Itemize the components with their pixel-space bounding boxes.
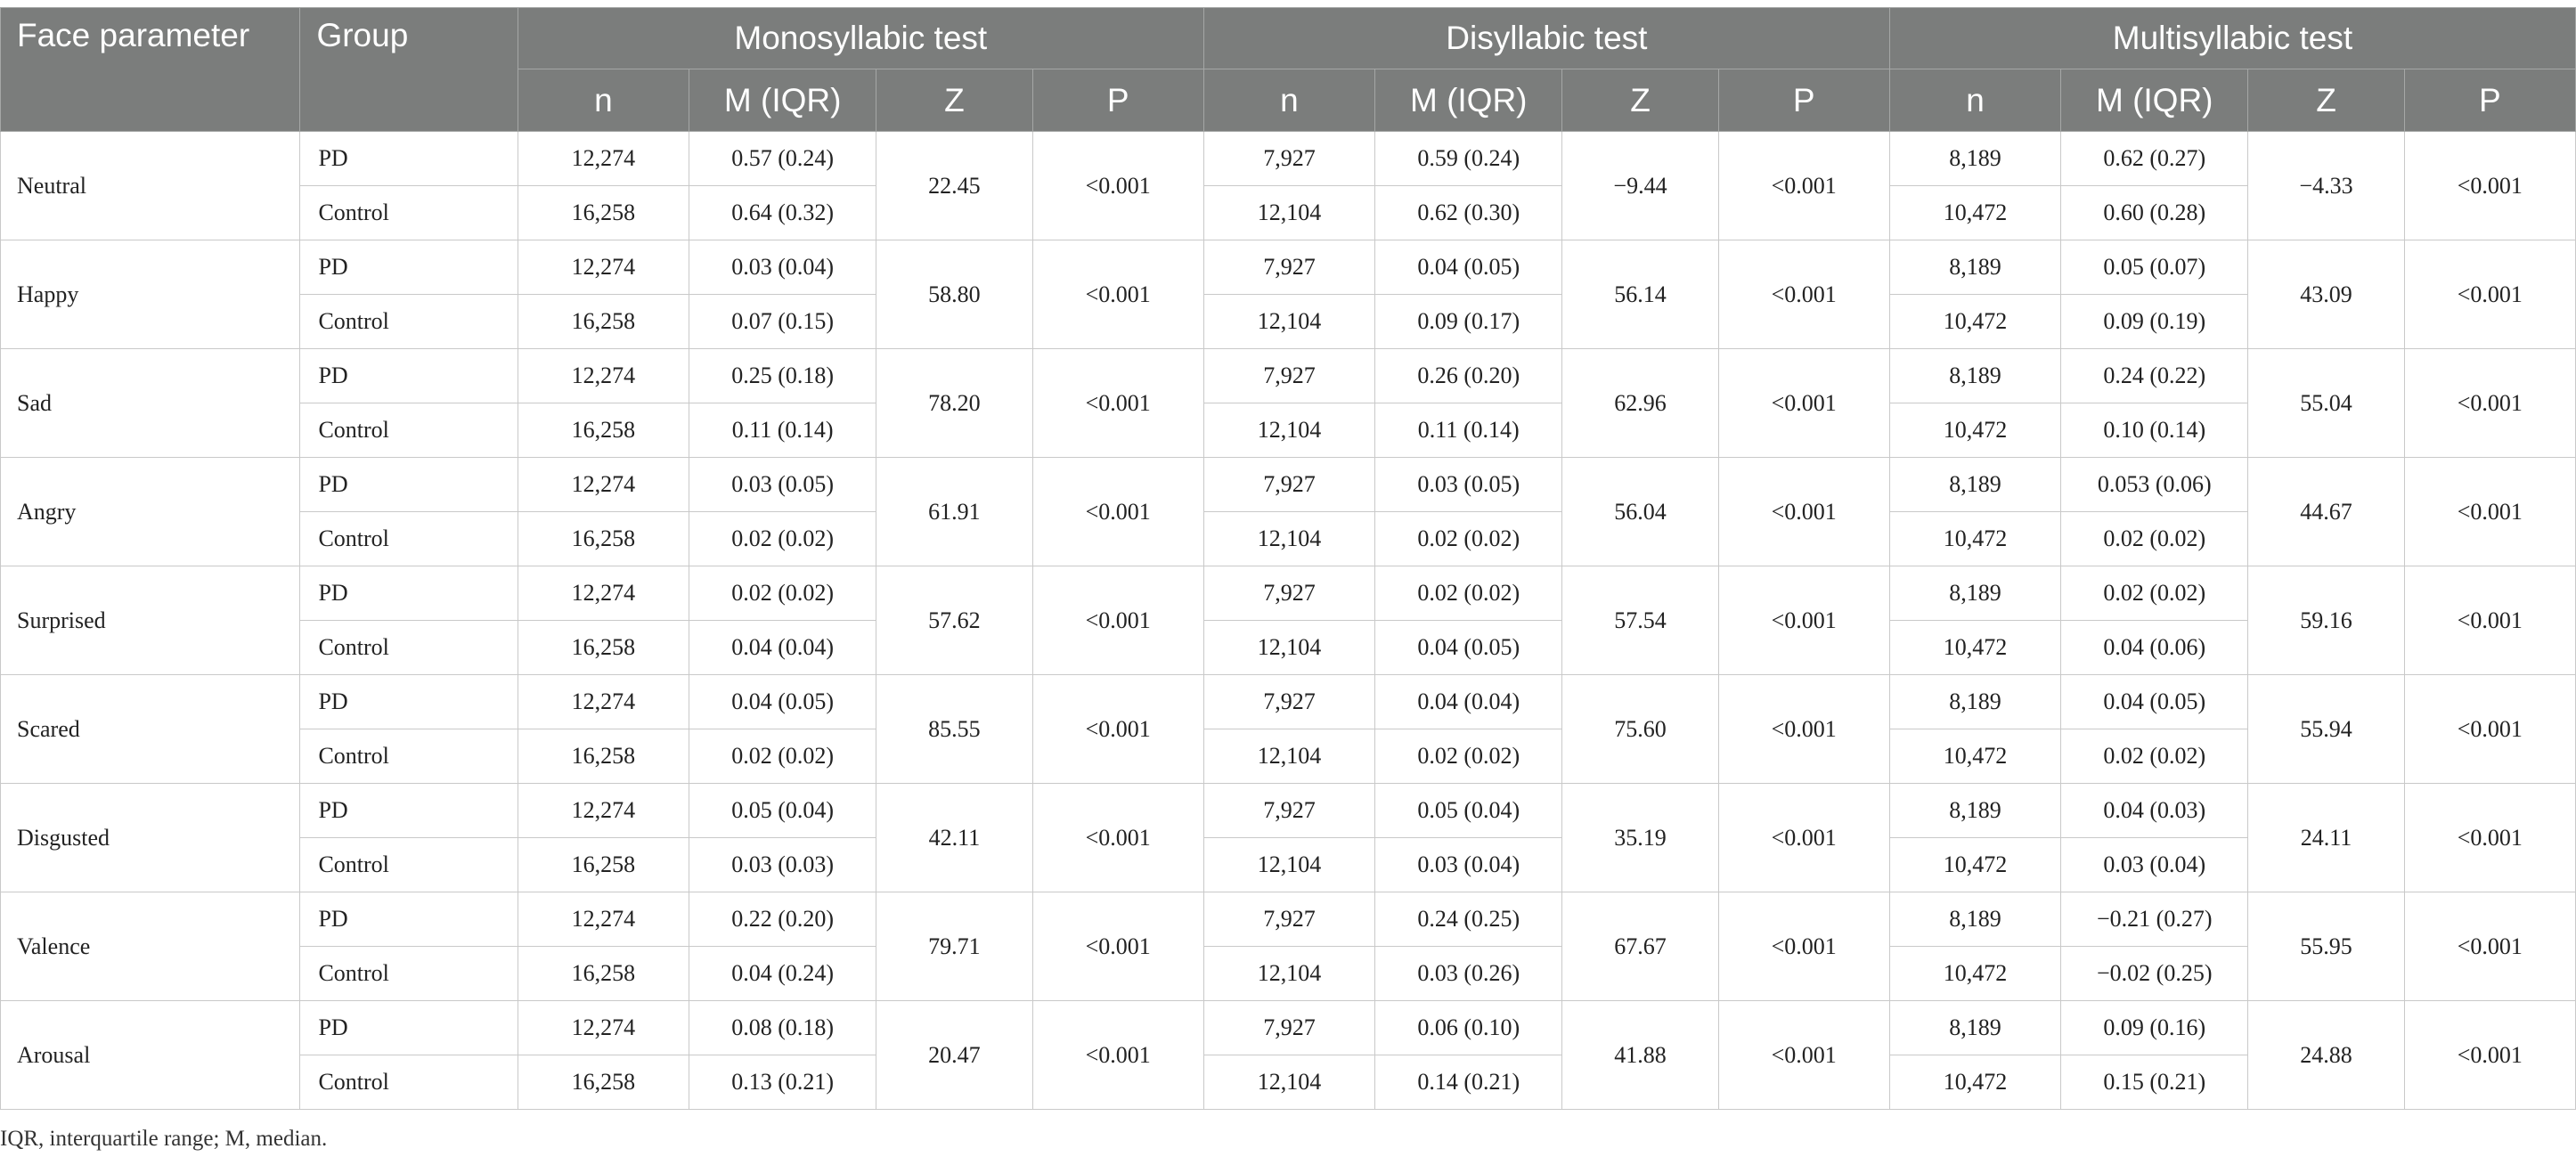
- subheader-m-iqr: M (IQR): [689, 69, 876, 132]
- p-cell: <0.001: [1032, 892, 1203, 1001]
- n-cell: 7,927: [1203, 132, 1374, 186]
- p-cell: <0.001: [2404, 566, 2575, 675]
- z-cell: 56.04: [1562, 458, 1718, 566]
- subheader-m-iqr: M (IQR): [1375, 69, 1562, 132]
- n-cell: 12,274: [518, 1001, 689, 1055]
- median-iqr-cell: 0.02 (0.02): [2061, 512, 2248, 566]
- n-cell: 12,274: [518, 675, 689, 729]
- n-cell: 16,258: [518, 512, 689, 566]
- p-cell: <0.001: [1032, 784, 1203, 892]
- group-cell: Control: [300, 1055, 518, 1110]
- table-row: [1, 838, 2576, 892]
- z-cell: 24.88: [2248, 1001, 2404, 1110]
- n-cell: 12,104: [1203, 1055, 1374, 1110]
- group-cell: Control: [300, 621, 518, 675]
- n-cell: 10,472: [1889, 838, 2060, 892]
- n-cell: 12,104: [1203, 947, 1374, 1001]
- median-iqr-cell: 0.26 (0.20): [1375, 349, 1562, 403]
- median-iqr-cell: 0.10 (0.14): [2061, 403, 2248, 458]
- table-row: [1, 947, 2576, 1001]
- n-cell: 12,104: [1203, 295, 1374, 349]
- table-row: [1, 512, 2576, 566]
- z-cell: 42.11: [876, 784, 1032, 892]
- median-iqr-cell: 0.02 (0.02): [689, 729, 876, 784]
- n-cell: 12,274: [518, 566, 689, 621]
- median-iqr-cell: 0.59 (0.24): [1375, 132, 1562, 186]
- median-iqr-cell: 0.04 (0.06): [2061, 621, 2248, 675]
- subheader-p: P: [2404, 69, 2575, 132]
- subheader-z: Z: [1562, 69, 1718, 132]
- z-cell: 67.67: [1562, 892, 1718, 1001]
- n-cell: 7,927: [1203, 675, 1374, 729]
- n-cell: 8,189: [1889, 675, 2060, 729]
- group-cell: PD: [300, 132, 518, 186]
- median-iqr-cell: 0.62 (0.30): [1375, 186, 1562, 240]
- header-disyllabic-test: Disyllabic test: [1203, 8, 1889, 69]
- n-cell: 10,472: [1889, 729, 2060, 784]
- median-iqr-cell: 0.03 (0.03): [689, 838, 876, 892]
- subheader-m-iqr: M (IQR): [2061, 69, 2248, 132]
- face-parameter-cell: Angry: [1, 458, 300, 566]
- group-cell: Control: [300, 512, 518, 566]
- table-row: [1, 132, 2576, 186]
- header-multisyllabic-test: Multisyllabic test: [1889, 8, 2575, 69]
- median-iqr-cell: 0.14 (0.21): [1375, 1055, 1562, 1110]
- z-cell: 85.55: [876, 675, 1032, 784]
- median-iqr-cell: 0.07 (0.15): [689, 295, 876, 349]
- table-row: [1, 458, 2576, 512]
- median-iqr-cell: 0.04 (0.05): [1375, 240, 1562, 295]
- median-iqr-cell: 0.03 (0.04): [2061, 838, 2248, 892]
- median-iqr-cell: −0.02 (0.25): [2061, 947, 2248, 1001]
- face-parameter-cell: Sad: [1, 349, 300, 458]
- group-cell: PD: [300, 892, 518, 947]
- p-cell: <0.001: [2404, 784, 2575, 892]
- median-iqr-cell: 0.22 (0.20): [689, 892, 876, 947]
- z-cell: 24.11: [2248, 784, 2404, 892]
- p-cell: <0.001: [1718, 892, 1889, 1001]
- z-cell: 55.95: [2248, 892, 2404, 1001]
- n-cell: 7,927: [1203, 892, 1374, 947]
- median-iqr-cell: 0.02 (0.02): [1375, 729, 1562, 784]
- n-cell: 12,104: [1203, 838, 1374, 892]
- group-cell: Control: [300, 838, 518, 892]
- p-cell: <0.001: [1718, 240, 1889, 349]
- table-row: [1, 1055, 2576, 1110]
- group-cell: PD: [300, 566, 518, 621]
- header-monosyllabic-test: Monosyllabic test: [518, 8, 1203, 69]
- p-cell: <0.001: [1718, 675, 1889, 784]
- median-iqr-cell: 0.02 (0.02): [2061, 729, 2248, 784]
- p-cell: <0.001: [2404, 349, 2575, 458]
- median-iqr-cell: 0.04 (0.24): [689, 947, 876, 1001]
- table-row: [1, 892, 2576, 947]
- n-cell: 12,274: [518, 132, 689, 186]
- median-iqr-cell: 0.25 (0.18): [689, 349, 876, 403]
- median-iqr-cell: 0.04 (0.04): [689, 621, 876, 675]
- n-cell: 7,927: [1203, 566, 1374, 621]
- median-iqr-cell: 0.05 (0.04): [1375, 784, 1562, 838]
- n-cell: 10,472: [1889, 1055, 2060, 1110]
- n-cell: 7,927: [1203, 784, 1374, 838]
- n-cell: 16,258: [518, 295, 689, 349]
- median-iqr-cell: 0.62 (0.27): [2061, 132, 2248, 186]
- n-cell: 12,274: [518, 892, 689, 947]
- face-parameter-cell: Arousal: [1, 1001, 300, 1110]
- table-row: [1, 729, 2576, 784]
- n-cell: 8,189: [1889, 784, 2060, 838]
- face-parameter-cell: Surprised: [1, 566, 300, 675]
- subheader-z: Z: [876, 69, 1032, 132]
- z-cell: 55.94: [2248, 675, 2404, 784]
- z-cell: −9.44: [1562, 132, 1718, 240]
- median-iqr-cell: 0.11 (0.14): [1375, 403, 1562, 458]
- subheader-p: P: [1032, 69, 1203, 132]
- median-iqr-cell: 0.08 (0.18): [689, 1001, 876, 1055]
- n-cell: 8,189: [1889, 566, 2060, 621]
- subheader-z: Z: [2248, 69, 2404, 132]
- n-cell: 16,258: [518, 838, 689, 892]
- n-cell: 7,927: [1203, 1001, 1374, 1055]
- group-cell: PD: [300, 240, 518, 295]
- median-iqr-cell: 0.03 (0.04): [1375, 838, 1562, 892]
- z-cell: 35.19: [1562, 784, 1718, 892]
- table-body: [1, 132, 2576, 1110]
- p-cell: <0.001: [1032, 349, 1203, 458]
- header-face-parameter: Face parameter: [1, 8, 300, 132]
- median-iqr-cell: 0.06 (0.10): [1375, 1001, 1562, 1055]
- z-cell: 59.16: [2248, 566, 2404, 675]
- p-cell: <0.001: [1032, 1001, 1203, 1110]
- n-cell: 16,258: [518, 1055, 689, 1110]
- group-cell: Control: [300, 403, 518, 458]
- face-parameter-cell: Valence: [1, 892, 300, 1001]
- median-iqr-cell: 0.24 (0.22): [2061, 349, 2248, 403]
- median-iqr-cell: 0.02 (0.02): [1375, 512, 1562, 566]
- table-row: [1, 295, 2576, 349]
- median-iqr-cell: 0.04 (0.05): [689, 675, 876, 729]
- p-cell: <0.001: [1032, 566, 1203, 675]
- subheader-n: n: [1889, 69, 2060, 132]
- p-cell: <0.001: [1718, 132, 1889, 240]
- n-cell: 10,472: [1889, 621, 2060, 675]
- table-row: [1, 675, 2576, 729]
- z-cell: 22.45: [876, 132, 1032, 240]
- table-row: [1, 240, 2576, 295]
- n-cell: 7,927: [1203, 458, 1374, 512]
- n-cell: 12,104: [1203, 512, 1374, 566]
- subheader-p: P: [1718, 69, 1889, 132]
- n-cell: 12,104: [1203, 621, 1374, 675]
- table-footnote: IQR, interquartile range; M, median.: [0, 1127, 328, 1151]
- median-iqr-cell: 0.03 (0.04): [689, 240, 876, 295]
- face-parameter-cell: Disgusted: [1, 784, 300, 892]
- table-row: [1, 403, 2576, 458]
- median-iqr-cell: 0.09 (0.19): [2061, 295, 2248, 349]
- z-cell: 56.14: [1562, 240, 1718, 349]
- n-cell: 10,472: [1889, 947, 2060, 1001]
- group-cell: Control: [300, 947, 518, 1001]
- n-cell: 12,104: [1203, 403, 1374, 458]
- z-cell: 58.80: [876, 240, 1032, 349]
- z-cell: −4.33: [2248, 132, 2404, 240]
- n-cell: 10,472: [1889, 512, 2060, 566]
- median-iqr-cell: 0.57 (0.24): [689, 132, 876, 186]
- n-cell: 12,104: [1203, 729, 1374, 784]
- n-cell: 8,189: [1889, 458, 2060, 512]
- group-cell: Control: [300, 295, 518, 349]
- median-iqr-cell: 0.64 (0.32): [689, 186, 876, 240]
- p-cell: <0.001: [1718, 784, 1889, 892]
- n-cell: 16,258: [518, 947, 689, 1001]
- n-cell: 10,472: [1889, 295, 2060, 349]
- p-cell: <0.001: [2404, 1001, 2575, 1110]
- z-cell: 57.62: [876, 566, 1032, 675]
- z-cell: 41.88: [1562, 1001, 1718, 1110]
- p-cell: <0.001: [1032, 132, 1203, 240]
- table-row: [1, 621, 2576, 675]
- median-iqr-cell: 0.24 (0.25): [1375, 892, 1562, 947]
- p-cell: <0.001: [1032, 240, 1203, 349]
- p-cell: <0.001: [2404, 892, 2575, 1001]
- group-cell: Control: [300, 186, 518, 240]
- median-iqr-cell: 0.03 (0.05): [1375, 458, 1562, 512]
- face-parameter-cell: Neutral: [1, 132, 300, 240]
- median-iqr-cell: 0.04 (0.04): [1375, 675, 1562, 729]
- group-cell: PD: [300, 784, 518, 838]
- median-iqr-cell: 0.02 (0.02): [2061, 566, 2248, 621]
- z-cell: 57.54: [1562, 566, 1718, 675]
- n-cell: 7,927: [1203, 349, 1374, 403]
- n-cell: 10,472: [1889, 403, 2060, 458]
- n-cell: 10,472: [1889, 186, 2060, 240]
- p-cell: <0.001: [2404, 132, 2575, 240]
- table-row: [1, 1001, 2576, 1055]
- n-cell: 16,258: [518, 621, 689, 675]
- n-cell: 8,189: [1889, 892, 2060, 947]
- n-cell: 8,189: [1889, 349, 2060, 403]
- z-cell: 20.47: [876, 1001, 1032, 1110]
- n-cell: 7,927: [1203, 240, 1374, 295]
- group-cell: PD: [300, 675, 518, 729]
- n-cell: 12,274: [518, 458, 689, 512]
- p-cell: <0.001: [1718, 566, 1889, 675]
- group-cell: Control: [300, 729, 518, 784]
- median-iqr-cell: 0.03 (0.05): [689, 458, 876, 512]
- n-cell: 8,189: [1889, 240, 2060, 295]
- z-cell: 79.71: [876, 892, 1032, 1001]
- z-cell: 75.60: [1562, 675, 1718, 784]
- z-cell: 61.91: [876, 458, 1032, 566]
- p-cell: <0.001: [1718, 1001, 1889, 1110]
- header-group: Group: [300, 8, 518, 132]
- face-parameter-cell: Happy: [1, 240, 300, 349]
- group-cell: PD: [300, 458, 518, 512]
- p-cell: <0.001: [1032, 675, 1203, 784]
- z-cell: 78.20: [876, 349, 1032, 458]
- median-iqr-cell: −0.21 (0.27): [2061, 892, 2248, 947]
- p-cell: <0.001: [1718, 349, 1889, 458]
- n-cell: 8,189: [1889, 1001, 2060, 1055]
- table-row: [1, 784, 2576, 838]
- n-cell: 12,104: [1203, 186, 1374, 240]
- median-iqr-cell: 0.09 (0.17): [1375, 295, 1562, 349]
- p-cell: <0.001: [1718, 458, 1889, 566]
- median-iqr-cell: 0.13 (0.21): [689, 1055, 876, 1110]
- median-iqr-cell: 0.11 (0.14): [689, 403, 876, 458]
- median-iqr-cell: 0.09 (0.16): [2061, 1001, 2248, 1055]
- p-cell: <0.001: [2404, 458, 2575, 566]
- median-iqr-cell: 0.04 (0.05): [2061, 675, 2248, 729]
- median-iqr-cell: 0.60 (0.28): [2061, 186, 2248, 240]
- p-cell: <0.001: [2404, 240, 2575, 349]
- n-cell: 16,258: [518, 403, 689, 458]
- n-cell: 8,189: [1889, 132, 2060, 186]
- group-cell: PD: [300, 349, 518, 403]
- median-iqr-cell: 0.05 (0.04): [689, 784, 876, 838]
- z-cell: 55.04: [2248, 349, 2404, 458]
- median-iqr-cell: 0.15 (0.21): [2061, 1055, 2248, 1110]
- group-cell: PD: [300, 1001, 518, 1055]
- median-iqr-cell: 0.02 (0.02): [689, 566, 876, 621]
- z-cell: 62.96: [1562, 349, 1718, 458]
- subheader-n: n: [518, 69, 689, 132]
- median-iqr-cell: 0.02 (0.02): [689, 512, 876, 566]
- results-table: [0, 7, 2576, 1110]
- table-row: [1, 349, 2576, 403]
- n-cell: 12,274: [518, 784, 689, 838]
- table-row: [1, 566, 2576, 621]
- subheader-n: n: [1203, 69, 1374, 132]
- n-cell: 16,258: [518, 186, 689, 240]
- n-cell: 16,258: [518, 729, 689, 784]
- z-cell: 43.09: [2248, 240, 2404, 349]
- table-header: [1, 8, 2576, 132]
- p-cell: <0.001: [1032, 458, 1203, 566]
- n-cell: 12,274: [518, 349, 689, 403]
- median-iqr-cell: 0.02 (0.02): [1375, 566, 1562, 621]
- z-cell: 44.67: [2248, 458, 2404, 566]
- table-row: [1, 186, 2576, 240]
- median-iqr-cell: 0.05 (0.07): [2061, 240, 2248, 295]
- p-cell: <0.001: [2404, 675, 2575, 784]
- median-iqr-cell: 0.04 (0.03): [2061, 784, 2248, 838]
- median-iqr-cell: 0.03 (0.26): [1375, 947, 1562, 1001]
- face-parameter-cell: Scared: [1, 675, 300, 784]
- median-iqr-cell: 0.053 (0.06): [2061, 458, 2248, 512]
- median-iqr-cell: 0.04 (0.05): [1375, 621, 1562, 675]
- n-cell: 12,274: [518, 240, 689, 295]
